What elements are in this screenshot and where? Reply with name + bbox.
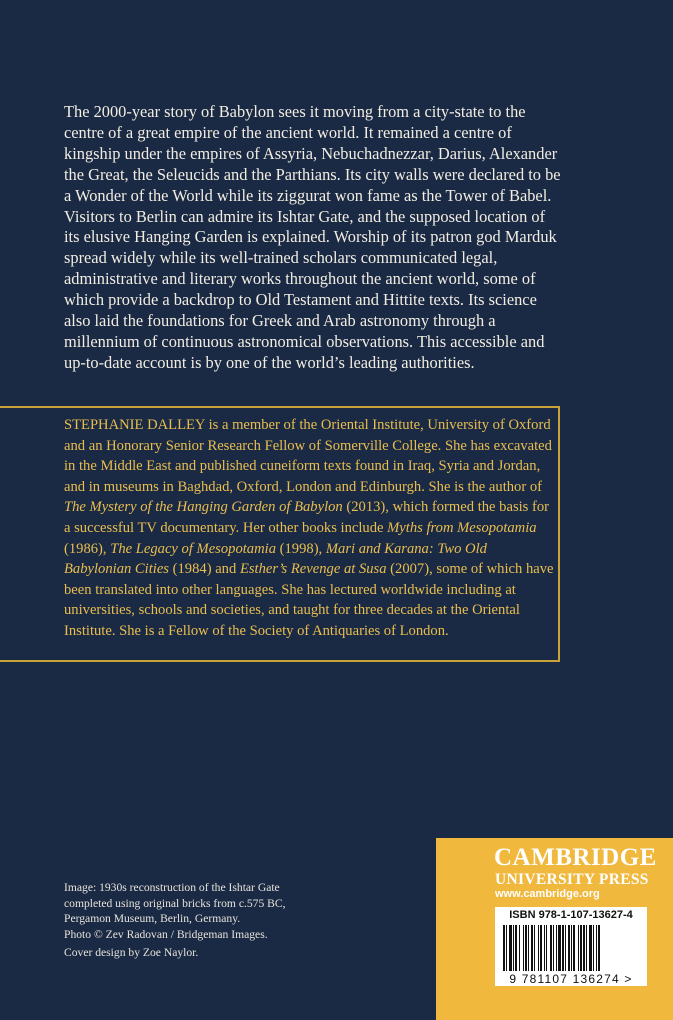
barcode-bar xyxy=(573,925,575,971)
bio-text-1: STEPHANIE DALLEY is a member of the Oriental Institute, University of Oxford and an Honorary Senior Research Fellow of Somerville College. She has excavated in the Middle East and published cuneiform texts found in Iraq, Syria and Jordan, and in museums in Baghdad, Oxford, London and Edinburgh. She is the author of xyxy=(64,417,552,495)
barcode-bar xyxy=(562,925,564,971)
publisher-panel xyxy=(436,838,673,1020)
barcode-bar xyxy=(531,925,533,971)
barcode-bar xyxy=(556,925,557,971)
bio-text-5: (1984) and xyxy=(169,561,240,578)
publisher-url: www.cambridge.org xyxy=(495,888,600,900)
barcode-bar xyxy=(568,925,570,971)
barcode-bar xyxy=(544,925,545,971)
barcode-bar xyxy=(578,925,579,971)
bio-text-3: (1986), xyxy=(64,540,111,557)
barcode-bar xyxy=(571,925,572,971)
barcode-bar xyxy=(515,925,517,971)
barcode-bar xyxy=(598,925,600,971)
bio-text-6: (2007), some of which have been translated into other languages. She has lectured worldwide including at universities, schools and societies, and taught for three decades at the Oriental Institute. She is a Fellow of the Society of Antiquaries of London. xyxy=(64,561,554,639)
barcode-icon xyxy=(499,925,643,977)
barcode-digits: 9 781107 136274 > xyxy=(509,972,633,986)
barcode-bar xyxy=(553,925,554,971)
barcode-bar xyxy=(586,925,587,971)
image-credit xyxy=(64,880,364,942)
barcode-bar xyxy=(503,925,505,971)
isbn-label: ISBN 978-1-107-13627-4 xyxy=(509,909,633,921)
barcode-bar xyxy=(580,925,582,971)
barcode-bar xyxy=(589,925,592,971)
barcode-bar xyxy=(550,925,552,971)
barcode-bar xyxy=(525,925,527,971)
credit-line-3: Pergamon Museum, Berlin, Germany. xyxy=(64,912,241,926)
barcode-bar xyxy=(534,925,535,971)
barcode-bar xyxy=(540,925,542,971)
barcode-bar xyxy=(593,925,594,971)
bio-title-2: Myths from Mesopotamia xyxy=(387,519,537,536)
bio-title-5: Esther’s Revenge at Susa xyxy=(239,561,387,578)
bio-text-4: (1998), xyxy=(276,540,326,557)
credit-line-2: completed using original bricks from c.575 BC, xyxy=(64,896,286,910)
credit-line-1: Image: 1930s reconstruction of the Ishtar Gate xyxy=(64,881,280,894)
barcode-bar xyxy=(509,925,512,971)
book-blurb: The 2000-year story of Babylon sees it moving from a city-state to the centre of a great empire of the ancient world. It remained a centre of kingship under the empires of Assyria, Nebuchadnezzar, Darius, Alexander the Great, the Seleucids and the Parthians. Its city walls were declared to be a Wonder of the World while its ziggurat won fame as the Tower of Babel. Visitors to Berlin can admire its Ishtar Gate, and the supposed location of its elusive Hanging Garden is explained. Worship of its patron god Marduk spread widely while its well-trained scholars communicated legal, administrative and literary works throughout the ancient world, some of which provide a backdrop to Old Testament and Hittite texts. Its science also laid the foundations for Greek and Arab astronomy through a millennium of continuous astronomical observations. This accessible and up-to-date account is by one of the world’s leading authorities. xyxy=(64,102,561,372)
cover-designer: Cover design by Zoe Naylor. xyxy=(64,946,199,959)
isbn-barcode-box xyxy=(495,907,647,986)
credit-line-4: Photo © Zev Radovan / Bridgeman Images. xyxy=(64,927,268,941)
bio-title-3: The Legacy of Mesopotamia xyxy=(110,540,276,557)
bio-text-2: (2013), which formed the basis for a successful TV documentary. Her other books include xyxy=(64,499,550,536)
barcode-bar xyxy=(506,925,507,971)
bio-title-1: The Mystery of the Hanging Garden of Babylon xyxy=(64,499,343,516)
barcode-bar xyxy=(546,925,547,971)
barcode-bar xyxy=(596,925,597,971)
bio-title-4: Mari and Karana: Two Old Babylonian Cities xyxy=(64,540,487,578)
barcode-bar xyxy=(528,925,529,971)
barcode-bar xyxy=(583,925,585,971)
barcode-bar xyxy=(523,925,524,971)
barcode-bar xyxy=(558,925,561,971)
barcode-bar xyxy=(519,925,520,971)
publisher-subtitle: UNIVERSITY PRESS xyxy=(495,871,649,888)
barcode-bar xyxy=(538,925,539,971)
author-bio xyxy=(64,415,554,642)
barcode-bar xyxy=(565,925,566,971)
barcode-bar xyxy=(513,925,514,971)
publisher-name: CAMBRIDGE xyxy=(494,844,657,871)
